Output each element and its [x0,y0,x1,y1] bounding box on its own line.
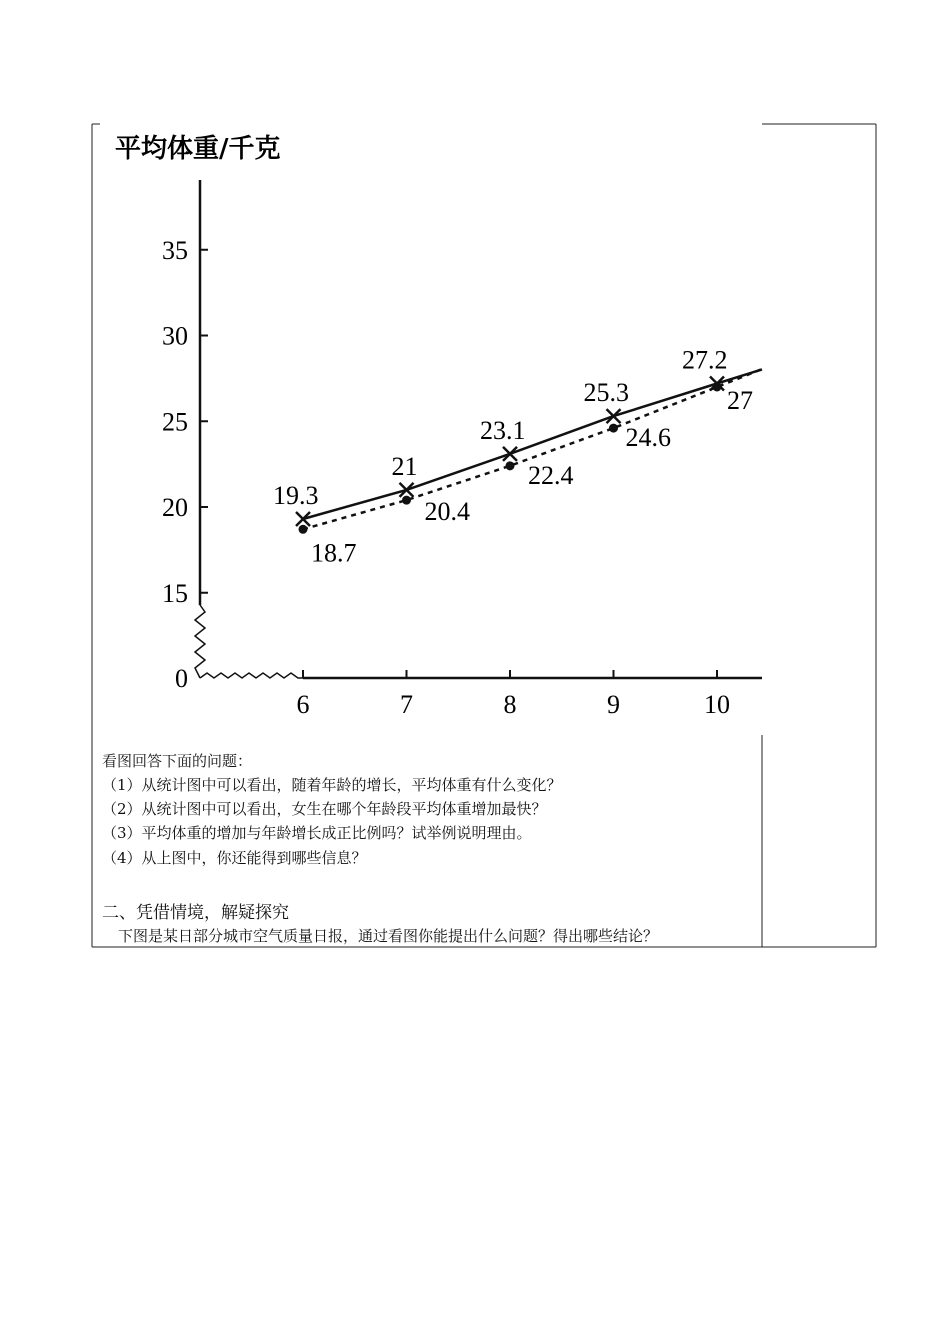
data-label: 25.3 [583,378,629,408]
data-label: 27 [727,385,753,415]
section-heading: 二、凭借情境，解疑探究 [102,903,289,923]
series-markers [296,377,724,534]
cross-marker [400,483,414,497]
y-tick-label: 0 [175,664,188,693]
axes [195,180,762,678]
question-2: （2）从统计图中可以看出，女生在哪个年龄段平均体重增加最快？ [102,800,547,818]
x-tick-label: 6 [296,690,310,719]
series-line-1 [303,369,762,529]
y-tick-label: 35 [162,235,188,265]
y-tick-label: 20 [162,493,188,522]
y-tick-label: 15 [162,578,188,608]
dot-marker [713,382,722,391]
series-lines [303,369,762,529]
data-label: 21 [391,451,418,481]
data-label: 22.4 [528,460,574,490]
x-axis-break [200,673,303,678]
question-1: （1）从统计图中可以看出，随着年龄的增长，平均体重有什么变化？ [102,776,562,794]
x-tick-label: 7 [400,690,413,719]
x-tick-label: 10 [704,690,730,719]
x-tick-label: 9 [607,690,620,719]
series-line-0 [303,369,762,519]
data-label: 18.7 [311,538,357,568]
question-3: （3）平均体重的增加与年龄增长成正比例吗？试举例说明理由。 [102,824,532,842]
y-tick-label: 30 [162,321,188,351]
dot-marker [402,496,411,505]
data-label: 19.3 [273,481,319,511]
y-axis-break [195,605,205,678]
y-tick-label: 25 [162,407,188,437]
data-label: 24.6 [625,423,671,453]
dot-marker [609,424,618,433]
dot-marker [506,461,515,470]
data-label: 20.4 [424,497,470,527]
data-label: 27.2 [682,345,728,375]
dot-marker [299,525,308,534]
question-4: （4）从上图中，你还能得到哪些信息？ [102,849,367,867]
y-axis-title: 平均体重/千克 [115,134,281,164]
cross-marker [503,447,517,461]
question-intro: 看图回答下面的问题： [102,752,253,770]
data-label: 23.1 [480,415,526,445]
cross-marker [607,409,621,423]
section-text: 下图是某日部分城市空气质量日报，通过看图你能提出什么问题？得出哪些结论？ [118,927,659,945]
x-tick-label: 8 [503,690,517,719]
cross-marker [296,512,310,526]
